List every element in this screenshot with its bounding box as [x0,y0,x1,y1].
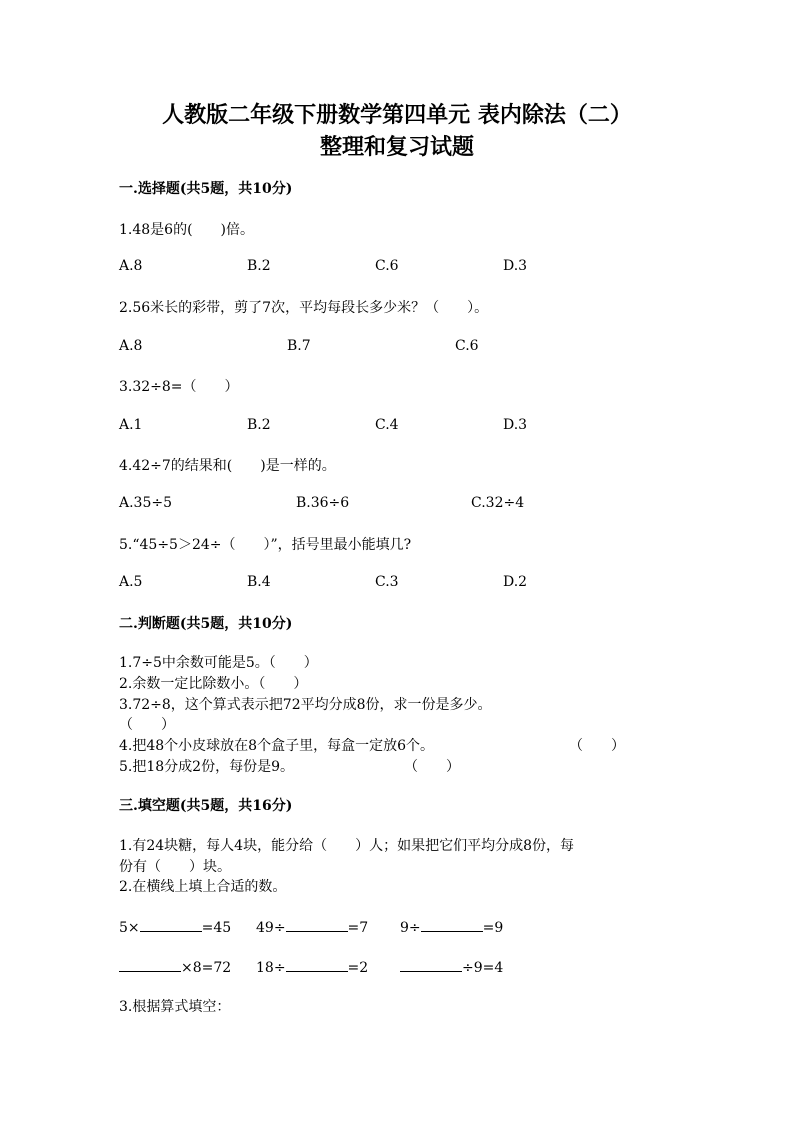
fill-eq-4: ×8=72 [119,957,231,976]
question-5-stem: 5.“45÷5＞24÷（ ）”，括号里最小能填几? [119,537,412,553]
q3-option-c: C.4 [375,417,399,433]
page-title: 人教版二年级下册数学第四单元 表内除法（二） [162,102,632,128]
judge-item-3: 3.72÷8，这个算式表示把72平均分成8份，求一份是多少。 [119,697,492,713]
fill-eq-1: 5× =45 [119,917,231,936]
fill-question-1-line2: 份有（ ）块。 [119,859,231,875]
judge-item-5: 5.把18分成2份，每份是9。 [119,759,294,775]
q5-option-c: C.3 [375,574,399,590]
judge-item-2: 2.余数一定比除数小。（ ） [119,676,308,692]
section-heading-judge: 二.判断题(共5题，共10分) [119,616,293,632]
answer-blank[interactable] [119,957,181,972]
q5-option-a: A.5 [119,574,143,590]
judge-item-1: 1.7÷5中余数可能是5。（ ） [119,655,318,671]
q1-option-d: D.3 [503,258,528,274]
judge-item-3-paren: （ ） [119,717,175,733]
q4-option-a: A.35÷5 [119,495,173,511]
judge-item-4: 4.把48个小皮球放在8个盒子里，每盒一定放6个。 [119,738,434,754]
fill-question-2: 2.在横线上填上合适的数。 [119,879,287,895]
fill-question-3: 3.根据算式填空： [119,999,231,1015]
fill-eq-5: 18÷ =2 [256,957,368,976]
question-4-stem: 4.42÷7的结果和( )是一样的。 [119,458,336,474]
q1-option-a: A.8 [119,258,143,274]
section-heading-choice: 一.选择题(共5题，共10分) [119,181,293,197]
q3-option-a: A.1 [119,417,143,433]
answer-blank[interactable] [286,917,348,932]
q2-option-c: C.6 [455,338,479,354]
section-heading-fill: 三.填空题(共5题，共16分) [119,798,293,814]
q5-option-d: D.2 [503,574,528,590]
q2-option-a: A.8 [119,338,143,354]
judge-item-4-paren: （ ） [569,738,625,754]
answer-blank[interactable] [421,917,483,932]
answer-blank[interactable] [140,917,202,932]
page-subtitle: 整理和复习试题 [319,134,474,160]
q4-option-c: C.32÷4 [471,495,525,511]
q4-option-b: B.36÷6 [296,495,350,511]
q1-option-c: C.6 [375,258,399,274]
fill-eq-6: ÷9=4 [400,957,503,976]
answer-blank[interactable] [400,957,462,972]
q5-option-b: B.4 [247,574,271,590]
q2-option-b: B.7 [287,338,311,354]
answer-blank[interactable] [286,957,348,972]
judge-item-5-paren: （ ） [404,759,460,775]
fill-question-1-line1: 1.有24块糖，每人4块，能分给（ ）人；如果把它们平均分成8份，每 [119,838,574,854]
q1-option-b: B.2 [247,258,271,274]
q3-option-d: D.3 [503,417,528,433]
fill-eq-2: 49÷ =7 [256,917,368,936]
question-3-stem: 3.32÷8=（ ） [119,379,239,395]
question-1-stem: 1.48是6的( )倍。 [119,222,255,238]
q3-option-b: B.2 [247,417,271,433]
question-2-stem: 2.56米长的彩带，剪了7次，平均每段长多少米？（ ）。 [119,300,489,316]
fill-eq-3: 9÷ =9 [400,917,503,936]
